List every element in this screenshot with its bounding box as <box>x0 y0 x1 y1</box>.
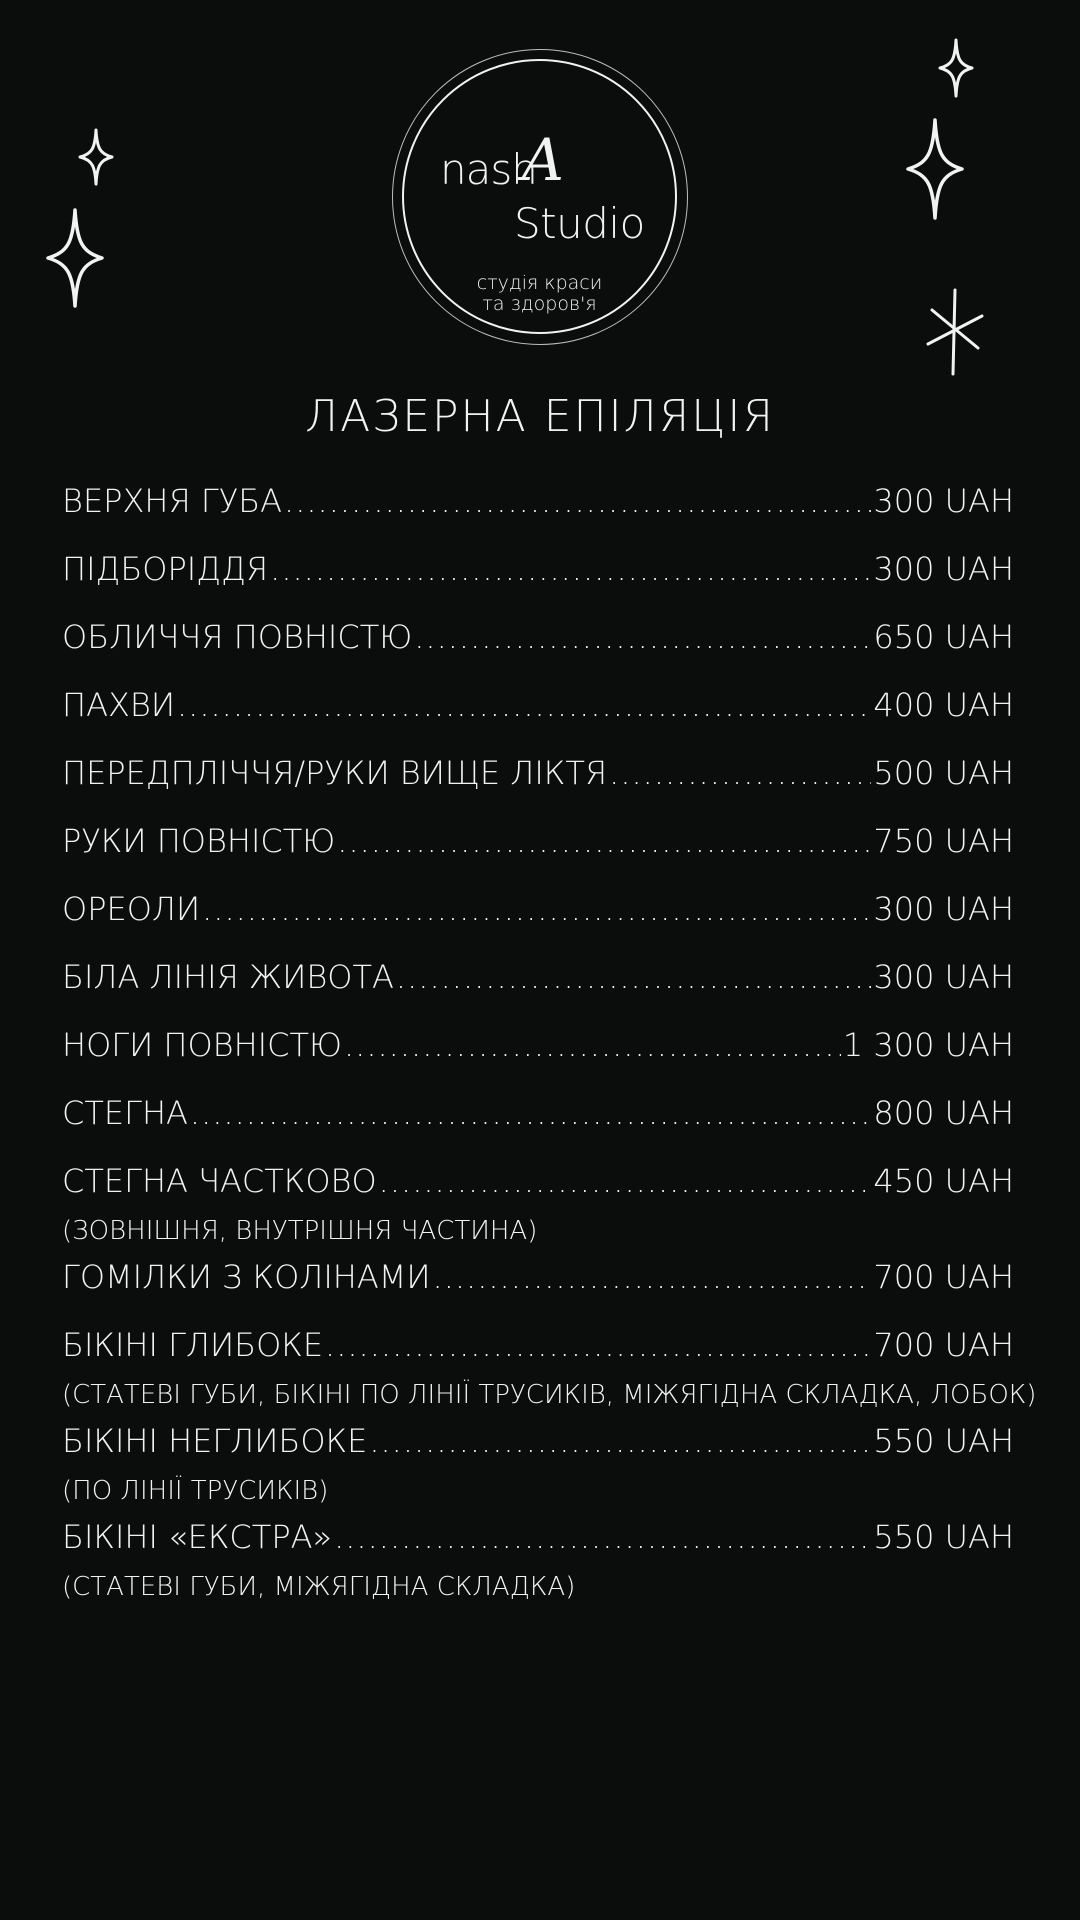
service-row <box>62 1162 1014 1200</box>
service-note: (СТАТЕВІ ГУБИ, МІЖЯГІДНА СКЛАДКА) <box>62 1572 576 1602</box>
logo-tagline-line1: студія краси <box>476 272 603 294</box>
service-row <box>62 1258 1014 1296</box>
studio-logo <box>392 49 688 345</box>
service-item <box>62 1162 1014 1246</box>
dot-leader <box>202 890 871 928</box>
service-item <box>62 890 1014 928</box>
service-price: 550 UAH <box>873 1518 1014 1556</box>
service-price: 1 300 UAH <box>842 1026 1014 1064</box>
service-price: 300 UAH <box>873 890 1014 928</box>
service-name: БІКІНІ НЕГЛИБОКЕ <box>62 1422 368 1460</box>
dot-leader <box>609 754 871 792</box>
service-name: ПАХВИ <box>62 686 175 724</box>
service-name: НОГИ ПОВНІСТЮ <box>62 1026 342 1064</box>
service-name: БІКІНІ «ЕКСТРА» <box>62 1518 333 1556</box>
service-name: ГОМІЛКИ З КОЛІНАМИ <box>62 1258 431 1296</box>
service-row <box>62 754 1014 792</box>
service-name: ПЕРЕДПЛІЧЧЯ/РУКИ ВИЩЕ ЛІКТЯ <box>62 754 608 792</box>
service-item <box>62 822 1014 860</box>
dot-leader <box>396 958 871 996</box>
sparkle-icon <box>78 128 114 186</box>
service-row <box>62 1518 1014 1556</box>
service-name: РУКИ ПОВНІСТЮ <box>62 822 336 860</box>
service-row <box>62 482 1014 520</box>
dot-leader <box>270 550 871 588</box>
asterisk-star-icon <box>924 288 986 376</box>
service-price: 300 UAH <box>873 550 1014 588</box>
logo-brand-studio: Studio <box>514 199 645 248</box>
sparkle-icon <box>46 208 104 308</box>
dot-leader <box>284 482 871 520</box>
dot-leader <box>177 686 871 724</box>
service-item <box>62 1026 1014 1064</box>
dot-leader <box>414 618 871 656</box>
service-name: БІЛА ЛІНІЯ ЖИВОТА <box>62 958 394 996</box>
service-price: 550 UAH <box>873 1422 1014 1460</box>
service-price: 300 UAH <box>873 958 1014 996</box>
dot-leader <box>325 1326 871 1364</box>
price-list <box>62 482 1037 1614</box>
service-item <box>62 550 1014 588</box>
service-row <box>62 822 1014 860</box>
dot-leader <box>334 1518 871 1556</box>
service-note: (СТАТЕВІ ГУБИ, БІКІНІ ПО ЛІНІЇ ТРУСИКІВ, МІЖЯГІДНА СКЛАДКА, ЛОБОК) <box>62 1380 1037 1410</box>
service-price: 800 UAH <box>873 1094 1014 1132</box>
dot-leader <box>369 1422 871 1460</box>
page-title: ЛАЗЕРНА ЕПІЛЯЦІЯ <box>305 391 775 442</box>
dot-leader <box>344 1026 841 1064</box>
logo-brand-a: A <box>522 126 564 194</box>
service-note: (ЗОВНІШНЯ, ВНУТРІШНЯ ЧАСТИНА) <box>62 1216 538 1246</box>
logo-tagline-line2: та здоров'я <box>482 293 597 315</box>
dot-leader <box>337 822 871 860</box>
service-price: 300 UAH <box>873 482 1014 520</box>
service-price: 450 UAH <box>873 1162 1014 1200</box>
service-name: СТЕГНА <box>62 1094 188 1132</box>
service-row <box>62 890 1014 928</box>
service-item <box>62 686 1014 724</box>
service-price: 650 UAH <box>873 618 1014 656</box>
service-item <box>62 1094 1014 1132</box>
service-name: ВЕРХНЯ ГУБА <box>62 482 283 520</box>
service-name: ОБЛИЧЧЯ ПОВНІСТЮ <box>62 618 413 656</box>
service-row <box>62 618 1014 656</box>
service-price: 500 UAH <box>873 754 1014 792</box>
service-row <box>62 1094 1014 1132</box>
service-row <box>62 550 1014 588</box>
service-item <box>62 958 1014 996</box>
service-price: 700 UAH <box>873 1258 1014 1296</box>
service-item <box>62 1258 1014 1296</box>
service-item <box>62 482 1014 520</box>
service-price: 700 UAH <box>873 1326 1014 1364</box>
sparkle-icon <box>906 118 964 220</box>
service-name: СТЕГНА ЧАСТКОВО <box>62 1162 377 1200</box>
service-item <box>62 1326 1037 1410</box>
service-row <box>62 1026 1014 1064</box>
service-item <box>62 1518 1014 1602</box>
service-name: ОРЕОЛИ <box>62 890 201 928</box>
service-note: (ПО ЛІНІЇ ТРУСИКІВ) <box>62 1476 329 1506</box>
service-name: БІКІНІ ГЛИБОКЕ <box>62 1326 324 1364</box>
service-name: ПІДБОРІДДЯ <box>62 550 269 588</box>
logo-inner-ring <box>402 59 677 334</box>
service-price: 750 UAH <box>873 822 1014 860</box>
logo-brand-nash: nash <box>440 145 537 194</box>
sparkle-icon <box>938 38 974 98</box>
dot-leader <box>379 1162 872 1200</box>
service-row <box>62 1326 1014 1364</box>
service-item <box>62 1422 1014 1506</box>
service-item <box>62 754 1014 792</box>
service-row <box>62 686 1014 724</box>
dot-leader <box>190 1094 871 1132</box>
service-item <box>62 618 1014 656</box>
service-row <box>62 958 1014 996</box>
service-price: 400 UAH <box>873 686 1014 724</box>
service-row <box>62 1422 1014 1460</box>
dot-leader <box>433 1258 872 1296</box>
